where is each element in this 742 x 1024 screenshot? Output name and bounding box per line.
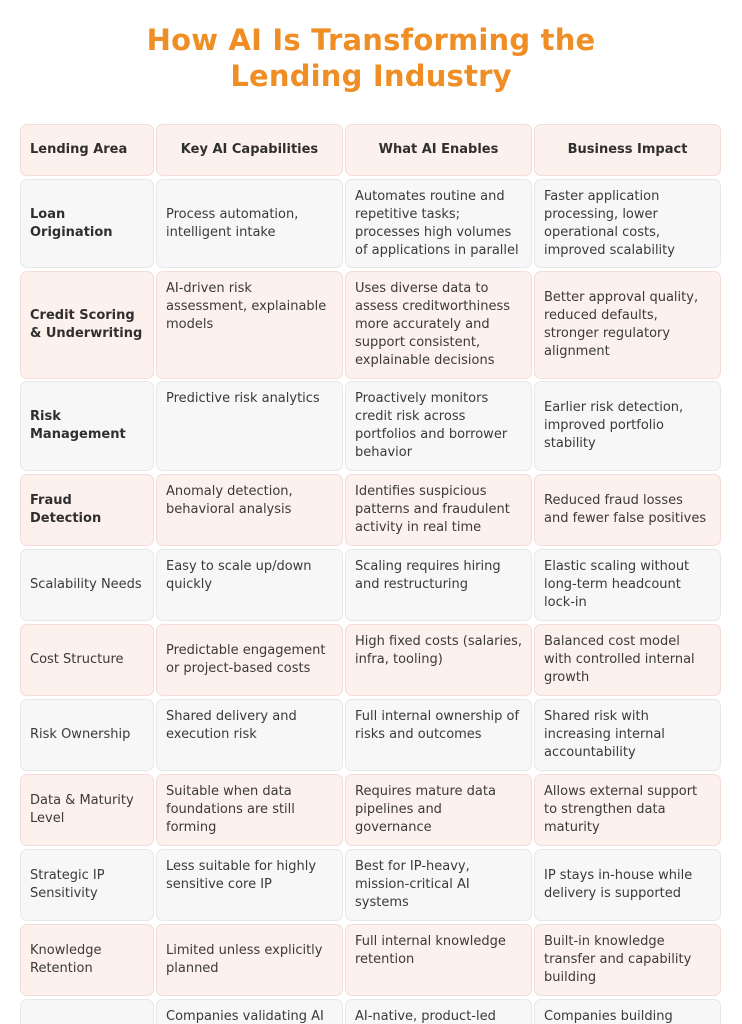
row-label-cell-text: Data & Maturity Level [30, 793, 134, 826]
row-label-cell [20, 774, 154, 846]
table-cell [534, 699, 721, 771]
row-label-cell-text: Fraud Detection [30, 493, 102, 526]
table-cell [534, 271, 721, 379]
table-cell-text: Shared risk with increasing internal accountability [544, 709, 665, 760]
table-cell [156, 849, 343, 921]
page-title [0, 22, 742, 94]
row-label-cell [20, 699, 154, 771]
table-cell-text: Allows external support to strengthen data maturity [544, 784, 698, 835]
table-cell-text: Automates routine and repetitive tasks; processes high volumes of applications in parallel [355, 188, 519, 258]
header-cell-text: What AI Enables [378, 142, 499, 157]
table-cell-text: Full internal knowledge retention [355, 934, 506, 967]
table-cell-text: Limited unless explicitly planned [166, 943, 323, 976]
table-cell-text: Identifies suspicious patterns and fraudulent activity in real time [355, 484, 510, 535]
table-cell-text: Requires mature data pipelines and governance [355, 784, 496, 835]
table-cell-text: Companies building [544, 1009, 673, 1024]
header-cell [20, 124, 154, 176]
table-cell-text: High fixed costs (salaries, infra, tooling) [355, 634, 523, 667]
title-line-1: How AI Is Transforming the [146, 23, 596, 57]
table-cell [345, 474, 532, 546]
table-cell [345, 924, 532, 996]
table-cell [156, 474, 343, 546]
table-cell [156, 624, 343, 696]
row-label-cell [20, 381, 154, 471]
table-cell [156, 549, 343, 621]
table-cell [534, 924, 721, 996]
table-cell [534, 474, 721, 546]
table-cell [534, 624, 721, 696]
table-cell [534, 549, 721, 621]
header-cell [534, 124, 721, 176]
table-cell [156, 699, 343, 771]
table-cell-text: Built-in knowledge transfer and capability building [544, 934, 692, 985]
row-label-cell [20, 179, 154, 268]
row-label-cell-text: Scalability Needs [30, 577, 142, 592]
table-cell [345, 999, 532, 1024]
row-label-cell [20, 624, 154, 696]
table-cell [345, 271, 532, 379]
row-label-cell [20, 924, 154, 996]
table-cell-text: Process automation, intelligent intake [166, 206, 299, 240]
row-label-cell [20, 999, 154, 1024]
table-cell [534, 774, 721, 846]
table-cell [345, 849, 532, 921]
row-label-cell-text: Credit Scoring & Underwriting [30, 308, 143, 341]
table-cell-text: IP stays in-house while delivery is supported [544, 868, 693, 901]
table-cell [156, 271, 343, 379]
header-cell [345, 124, 532, 176]
table-cell [345, 179, 532, 268]
table-cell-text: Balanced cost model with controlled internal growth [544, 634, 695, 685]
header-cell [156, 124, 343, 176]
header-cell-text: Key AI Capabilities [180, 142, 319, 157]
row-label-cell-text: Risk Management [30, 409, 126, 442]
table-cell-text: Elastic scaling without long-term headcount lock-in [544, 559, 690, 610]
table-cell-text: Reduced fraud losses and fewer false positives [544, 493, 707, 526]
table-cell-text: Predictable engagement or project-based costs [166, 643, 326, 676]
table-cell [534, 179, 721, 268]
row-label-cell-text: Strategic IP Sensitivity [30, 868, 105, 901]
table-cell-text: Best for IP-heavy, mission-critical AI systems [355, 859, 470, 910]
table-cell-text: AI-driven risk assessment, explainable models [166, 281, 327, 332]
table-cell [156, 179, 343, 268]
table-cell-text: Uses diverse data to assess creditworthiness more accurately and support consistent, explainable decisions [355, 281, 511, 368]
table-cell [156, 924, 343, 996]
table-cell [534, 381, 721, 471]
title-line-2: Lending Industry [230, 59, 512, 93]
table-cell-text: Scaling requires hiring and restructuring [355, 559, 501, 592]
table-cell [156, 381, 343, 471]
table-cell [345, 381, 532, 471]
table-cell-text: Predictive risk analytics [166, 391, 320, 406]
table-cell [156, 774, 343, 846]
table-cell-text: AI-native, product-led [355, 1009, 496, 1024]
header-cell-text: Lending Area [30, 142, 128, 157]
table-cell [345, 774, 532, 846]
row-label-cell-text: Loan Origination [30, 206, 113, 240]
table-cell-text: Full internal ownership of risks and outcomes [355, 709, 520, 742]
table-cell-text: Anomaly detection, behavioral analysis [166, 484, 293, 517]
row-label-cell-text: Cost Structure [30, 652, 124, 667]
row-label-cell [20, 474, 154, 546]
table-cell [156, 999, 343, 1024]
table-cell [534, 849, 721, 921]
row-label-cell-text: Risk Ownership [30, 727, 131, 742]
row-label-cell [20, 549, 154, 621]
table-cell-text: Better approval quality, reduced defaults, stronger regulatory alignment [544, 290, 699, 359]
row-label-cell-text: Knowledge Retention [30, 943, 102, 976]
header-cell-text: Business Impact [567, 142, 688, 157]
row-label-cell [20, 271, 154, 379]
table-cell-text: Shared delivery and execution risk [166, 709, 297, 742]
table-cell [345, 624, 532, 696]
table-cell [345, 549, 532, 621]
table-cell [345, 699, 532, 771]
table-cell-text: Easy to scale up/down quickly [166, 559, 312, 592]
table-cell-text: Suitable when data foundations are still forming [166, 784, 295, 835]
row-label-cell [20, 849, 154, 921]
table-cell-text: Earlier risk detection, improved portfolio stability [544, 400, 684, 451]
table-cell-text: Companies validating AI [166, 1009, 324, 1024]
table-cell-text: Proactively monitors credit risk across portfolios and borrower behavior [355, 391, 508, 460]
table-cell [534, 999, 721, 1024]
table-cell-text: Less suitable for highly sensitive core IP [166, 859, 317, 892]
table-cell-text: Faster application processing, lower operational costs, improved scalability [544, 188, 675, 258]
